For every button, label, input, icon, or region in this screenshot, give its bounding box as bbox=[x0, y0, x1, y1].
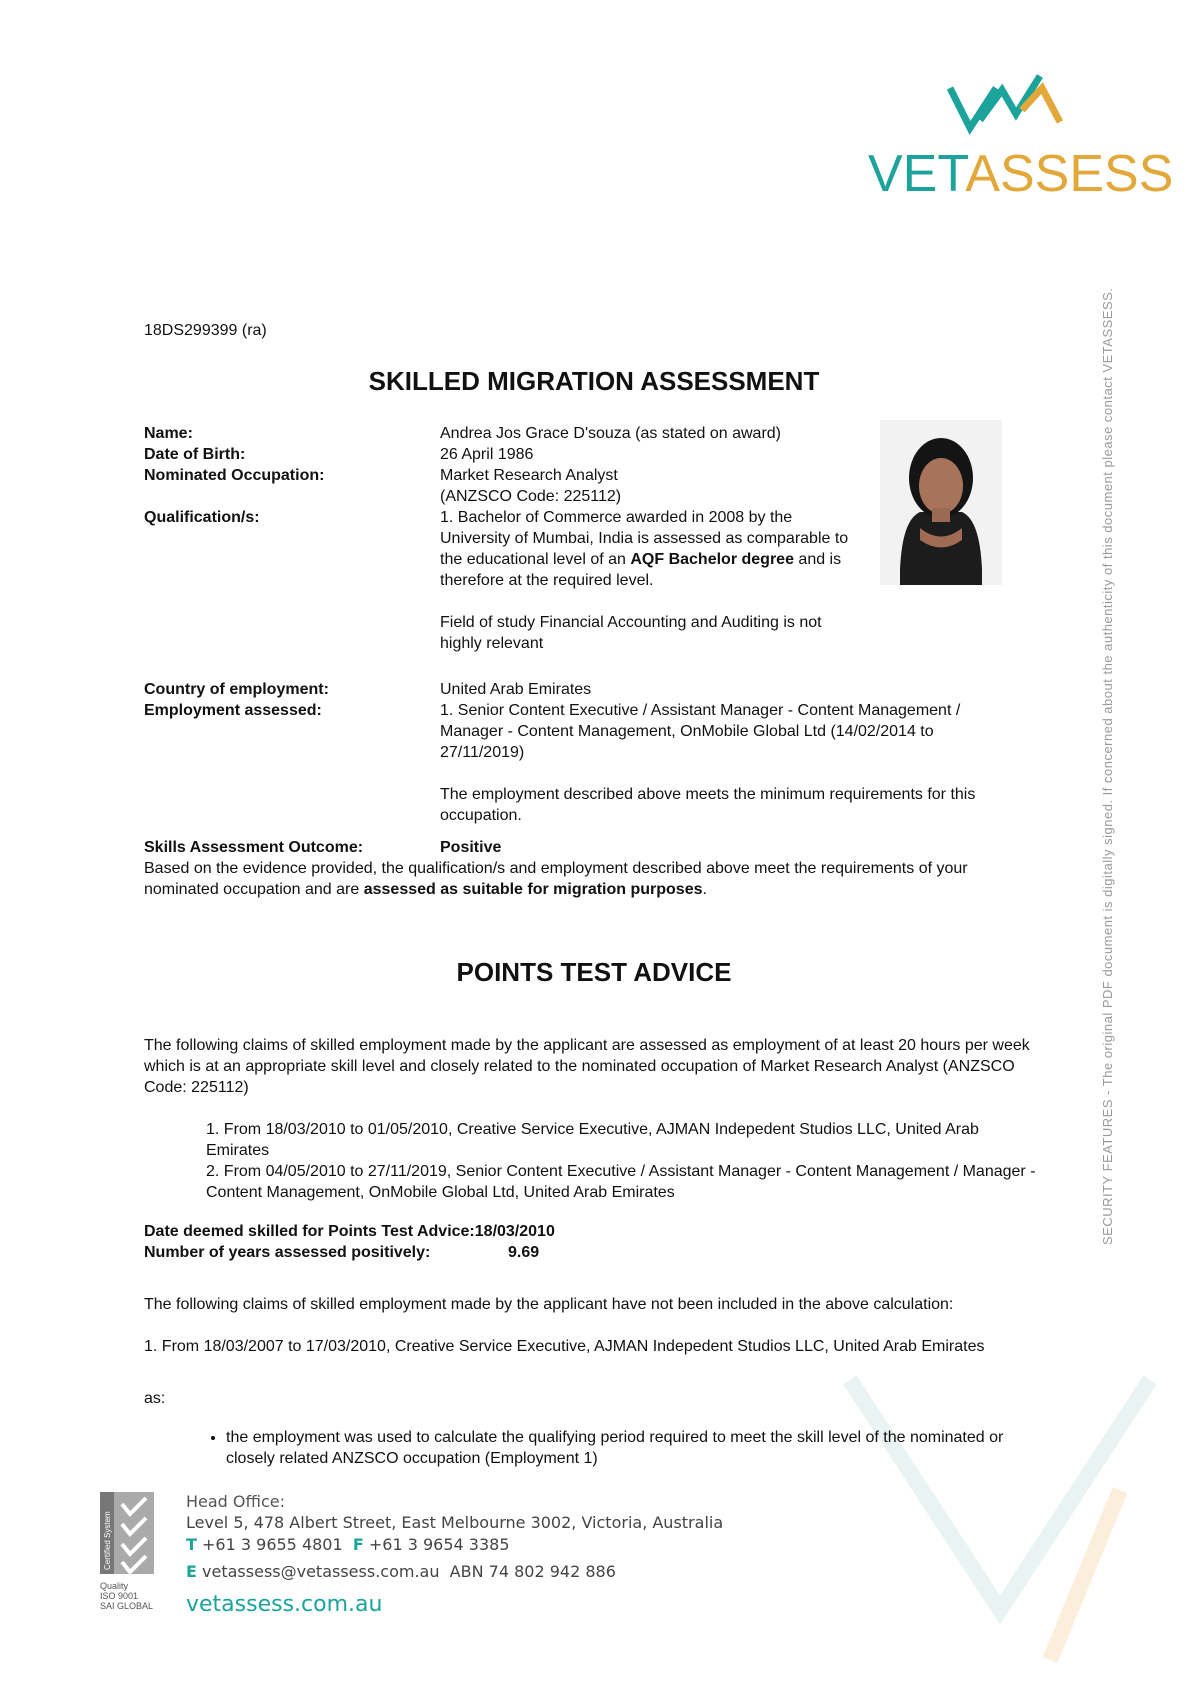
dob-label: Date of Birth: bbox=[144, 446, 246, 463]
bullet-list bbox=[206, 1427, 1056, 1469]
employment-label: Employment assessed: bbox=[144, 702, 322, 719]
outcome-emphasis: assessed as suitable for migration purposes bbox=[363, 881, 703, 898]
date-deemed bbox=[144, 1221, 555, 1242]
outcome-label: Skills Assessment Outcome: bbox=[144, 839, 364, 856]
email-label: E bbox=[186, 1562, 197, 1581]
occupation-code: (ANZSCO Code: 225112) bbox=[440, 488, 622, 505]
occupation-label: Nominated Occupation: bbox=[144, 467, 325, 484]
logo-text-assess: ASSESS bbox=[965, 145, 1174, 203]
phone-number: +61 3 9655 4801 bbox=[202, 1535, 343, 1554]
abn: ABN 74 802 942 886 bbox=[449, 1562, 616, 1581]
vetassess-logo bbox=[860, 70, 1174, 210]
reference-number: 18DS299399 (ra) bbox=[144, 322, 267, 339]
employment-note: The employment described above meets the minimum requirements for this occupation. bbox=[440, 786, 976, 824]
svg-text:Certified System: Certified System bbox=[103, 1511, 112, 1570]
certified-system-icon bbox=[100, 1492, 156, 1574]
phone-fax-line bbox=[186, 1535, 510, 1554]
fax-label: F bbox=[352, 1535, 364, 1554]
claim-1: 1. From 18/03/2010 to 01/05/2010, Creative Service Executive, AJMAN Indepedent Studios LLC, United Arab Emirates bbox=[206, 1121, 979, 1159]
logo-text-vet: VET bbox=[868, 145, 966, 203]
name-label: Name: bbox=[144, 425, 193, 442]
years-label: Number of years assessed positively: bbox=[144, 1244, 431, 1261]
excluded-intro: The following claims of skilled employment made by the applicant have not been included in the above calculation: bbox=[144, 1296, 954, 1313]
logo-chevron-icon bbox=[938, 70, 1138, 150]
cert-iso: ISO 9001 bbox=[100, 1591, 139, 1601]
outcome-value: Positive bbox=[440, 839, 502, 856]
fax-number: +61 3 9654 3385 bbox=[368, 1535, 510, 1554]
qualification-value: 1. Bachelor of Commerce awarded in 2008 by the University of Mumbai, India is assessed as comparable to the educational level of an AQF Bachelor degree and is therefore at the required level. bbox=[440, 509, 849, 589]
outcome-text: Based on the evidence provided, the qualification/s and employment described above meet the requirements of your nominated occupation and are assessed as suitable for migration purposes. bbox=[144, 860, 968, 898]
cert-quality: Quality bbox=[100, 1581, 129, 1591]
claim-2: 2. From 04/05/2010 to 27/11/2019, Senior Content Executive / Assistant Manager - Content Management / Manager - Content Management, OnMobile Global Ltd, United Arab Emirates bbox=[206, 1163, 1036, 1201]
date-deemed-value: 18/03/2010 bbox=[474, 1223, 555, 1240]
occupation-value: Market Research Analyst bbox=[440, 467, 618, 484]
qualification-label: Qualification/s: bbox=[144, 509, 260, 526]
website-link[interactable]: vetassess.com.au bbox=[186, 1592, 383, 1617]
iso-certification-badge bbox=[100, 1492, 156, 1612]
points-intro: The following claims of skilled employment made by the applicant are assessed as employment of at least 20 hours per week which is at an appropriate skill level and closely related to the nominated occupation of Market Research Analyst (ANZSCO Code: 225112) bbox=[144, 1037, 1030, 1096]
head-office-address: Level 5, 478 Albert Street, East Melbourne 3002, Victoria, Australia bbox=[186, 1513, 724, 1532]
field-of-study: Field of study Financial Accounting and Auditing is not highly relevant bbox=[440, 614, 822, 652]
points-title: POINTS TEST ADVICE bbox=[456, 957, 732, 987]
email-link[interactable]: vetassess@vetassess.com.au bbox=[202, 1562, 440, 1581]
qualification-level: AQF Bachelor degree bbox=[630, 551, 794, 568]
date-deemed-label: Date deemed skilled for Points Test Advice: bbox=[144, 1223, 475, 1240]
years-value: 9.69 bbox=[508, 1244, 540, 1261]
name-value: Andrea Jos Grace D'souza (as stated on award) bbox=[440, 425, 781, 442]
country-label: Country of employment: bbox=[144, 681, 329, 698]
phone-label: T bbox=[186, 1535, 197, 1554]
page-title: SKILLED MIGRATION ASSESSMENT bbox=[368, 366, 820, 396]
bullet-item: • the employment was used to calculate the qualifying period required to meet the skill level of the nominated or closely related ANZSCO occupation (Employment 1) bbox=[226, 1427, 1056, 1469]
head-office-label: Head Office: bbox=[186, 1492, 286, 1511]
cert-sai: SAI GLOBAL bbox=[100, 1601, 154, 1611]
dob-value: 26 April 1986 bbox=[440, 446, 534, 463]
excluded-claim-1: 1. From 18/03/2007 to 17/03/2010, Creative Service Executive, AJMAN Indepedent Studios LLC, United Arab Emirates bbox=[144, 1338, 985, 1355]
email-abn-line bbox=[186, 1562, 616, 1581]
country-value: United Arab Emirates bbox=[440, 681, 592, 698]
as-text: as: bbox=[144, 1390, 166, 1407]
applicant-photo bbox=[880, 420, 1002, 585]
employment-value: 1. Senior Content Executive / Assistant Manager - Content Management / Manager - Content Management, OnMobile Global Ltd (14/02/2014 to 27/11/2019) bbox=[440, 702, 961, 761]
security-features-text: SECURITY FEATURES - The original PDF document is digitally signed. If concerned about the authenticity of this document please contact VETASSESS. bbox=[1100, 287, 1115, 1245]
